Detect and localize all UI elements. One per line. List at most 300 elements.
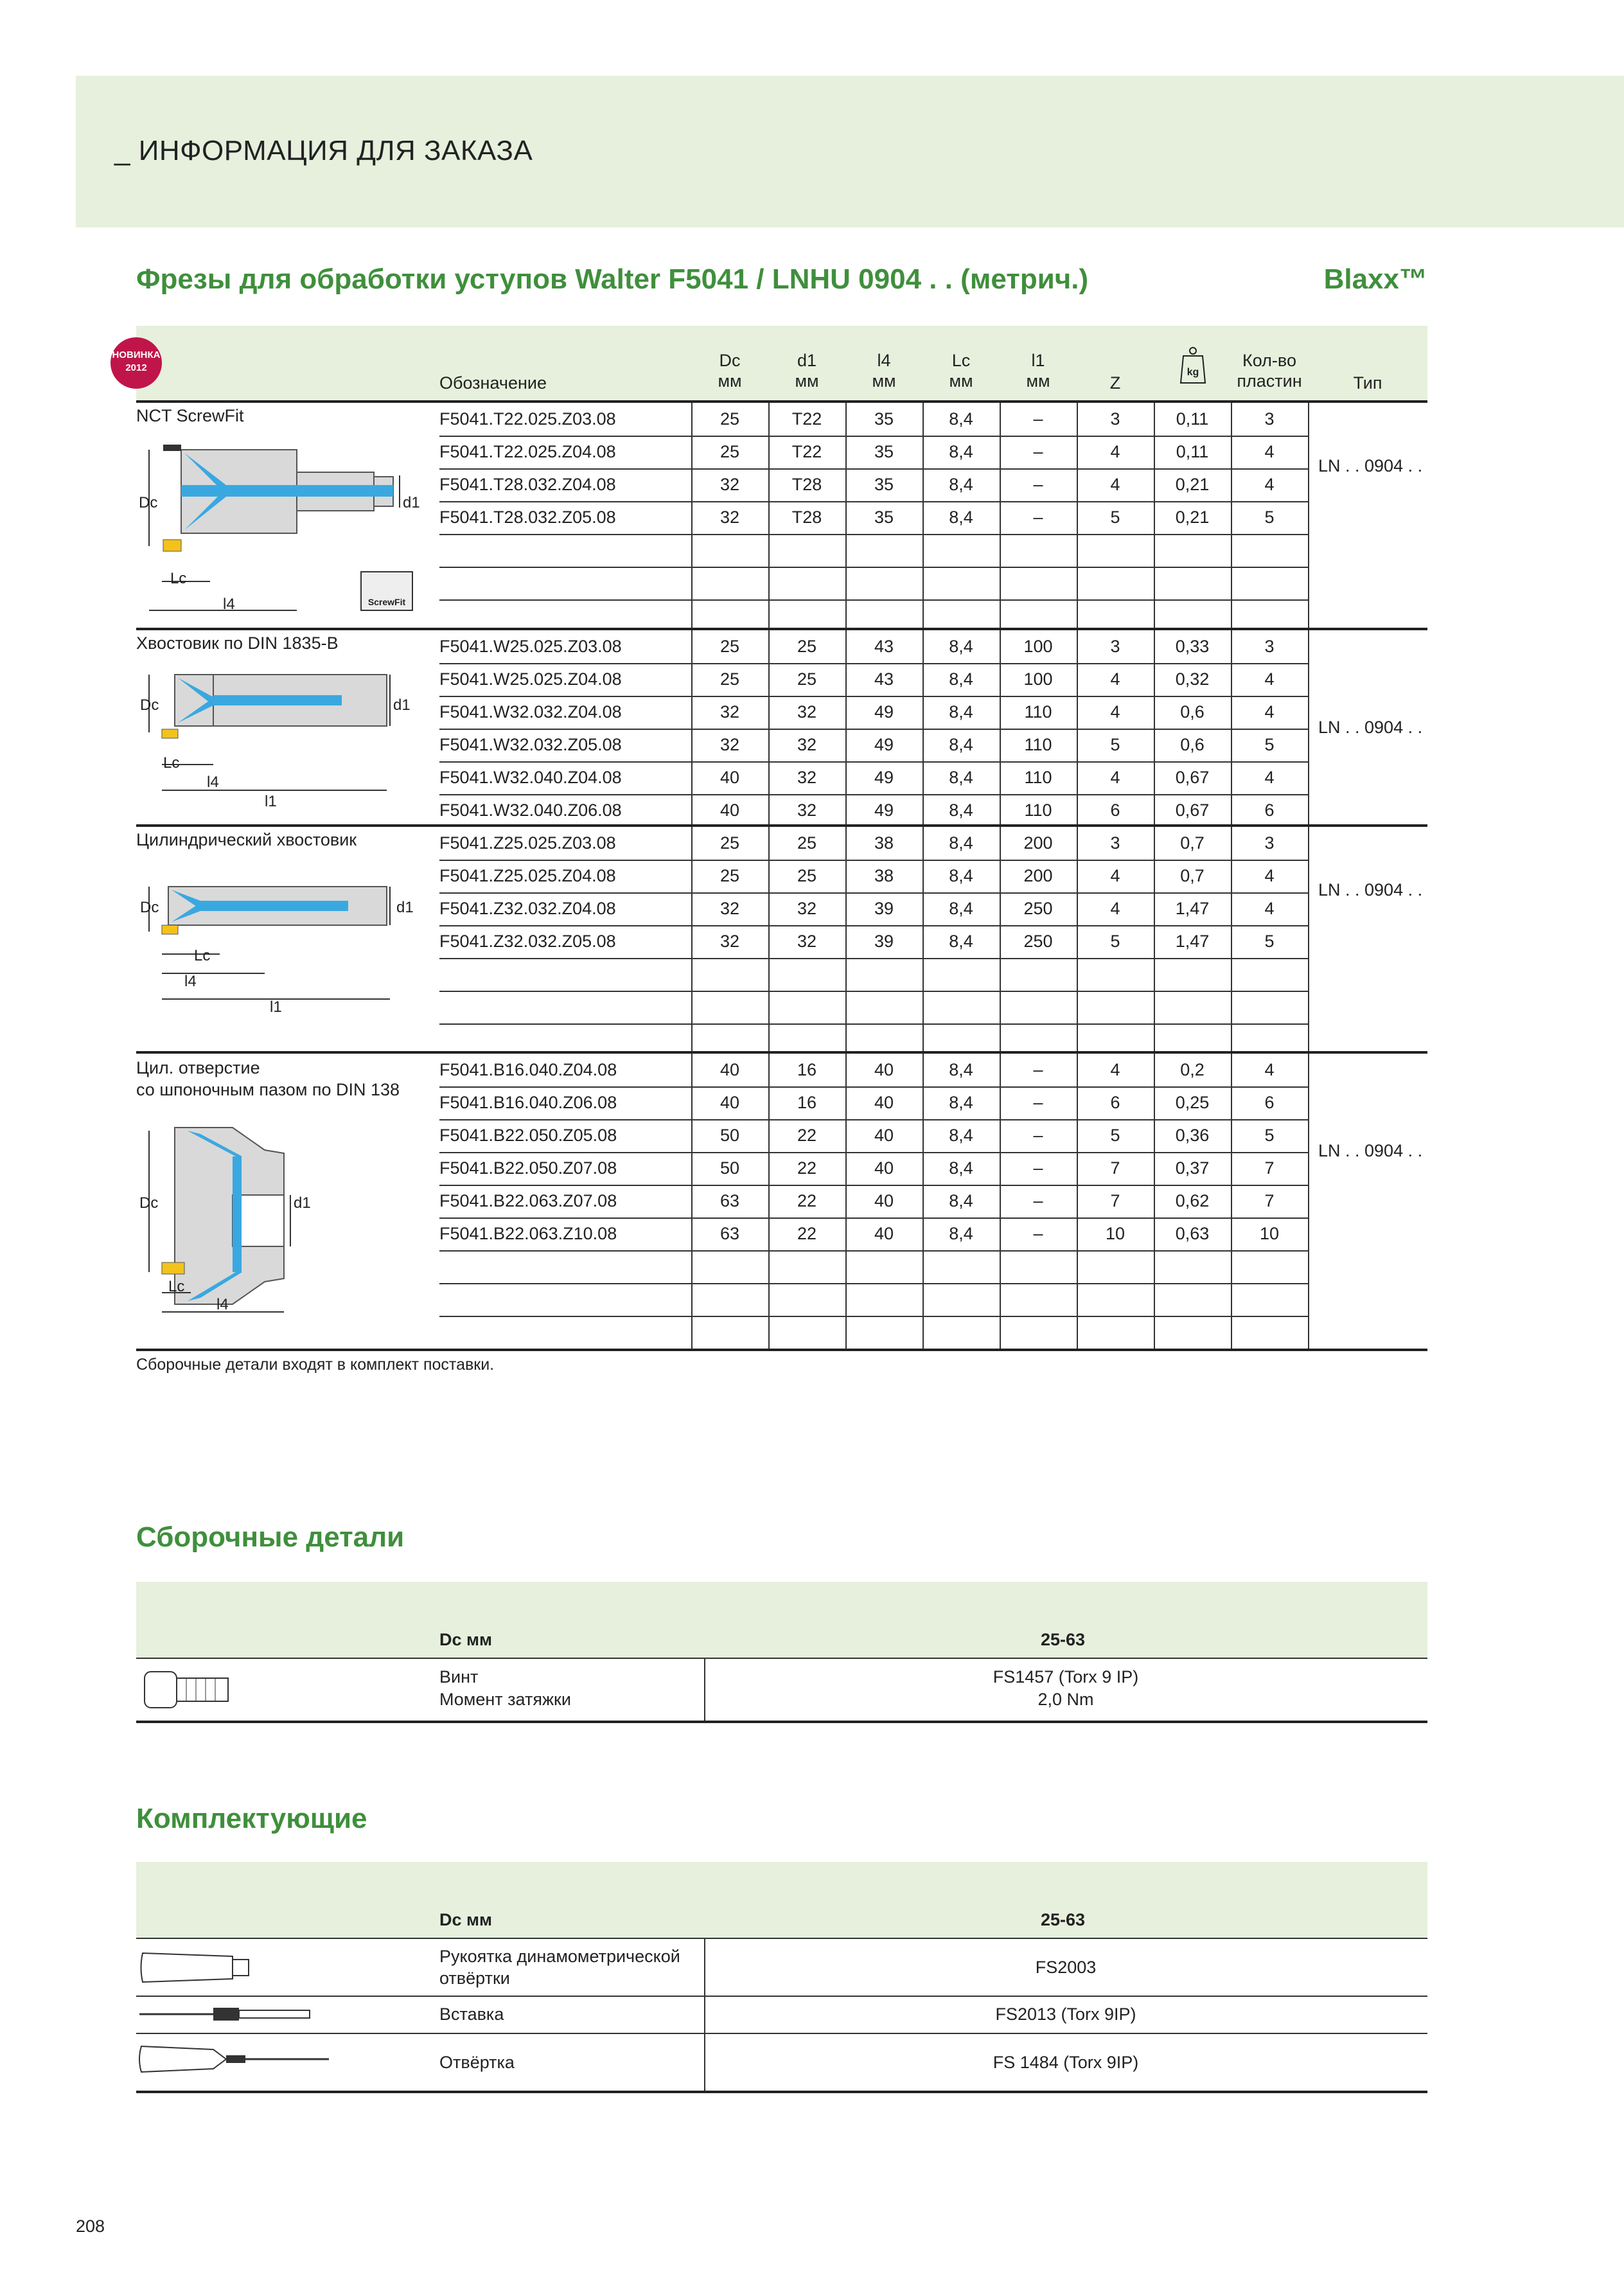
table-cell: 32 [719,932,740,951]
page-header-title: _ ИНФОРМАЦИЯ ДЛЯ ЗАКАЗА [114,135,533,166]
cell-designation: F5041.T22.025.Z04.08 [439,442,616,461]
table-cell: 0,67 [1175,801,1210,820]
table-cell: – [1033,1224,1043,1243]
drawing-cylindrical [136,861,425,1022]
table-cell: 6 [1110,801,1120,820]
svg-text:d1: d1 [294,1194,311,1212]
weight-icon [1179,346,1206,384]
accessory-value-insert: FS2013 (Torx 9IP) [995,2005,1136,2024]
col-type: Тип [1353,373,1382,393]
table-cell: 40 [874,1126,894,1145]
accessories-col-range: 25-63 [1041,1910,1086,1929]
cell-designation: F5041.Z25.025.Z04.08 [439,866,616,885]
table-cell: 0,36 [1175,1126,1210,1145]
table-cell: 4 [1110,1060,1120,1079]
table-cell: 10 [1259,1224,1280,1243]
assembly-row-value2: 2,0 Nm [1037,1690,1094,1709]
table-cell: 0,62 [1175,1191,1210,1210]
table-cell: 5 [1110,508,1120,527]
col-designation: Обозначение [439,373,547,393]
assembly-col-range: 25-63 [1041,1630,1086,1649]
table-cell: 1,47 [1175,899,1210,918]
table-cell: 6 [1264,801,1275,820]
accessories-title: Комплектующие [136,1803,367,1834]
row-divider [439,892,1308,894]
table-bottom-border [136,1349,1427,1351]
cell-designation: F5041.B22.050.Z05.08 [439,1126,617,1145]
table-cell: 40 [874,1191,894,1210]
group-label-bore: Цил. отверстие [136,1058,260,1077]
table-cell: 22 [797,1191,817,1210]
svg-text:Lc: Lc [168,1278,185,1295]
badge-year: 2012 [125,362,147,373]
type-label-screwfit: LN . . 0904 . . [1318,456,1423,475]
row-divider [439,1086,1308,1088]
table-cell: 16 [797,1093,817,1112]
svg-text:Dc: Dc [140,899,159,916]
cell-designation: F5041.T28.032.Z05.08 [439,508,616,527]
table-cell: 3 [1264,833,1275,853]
table-cell: 4 [1264,475,1275,494]
torque-handle-icon [136,1943,265,1992]
table-cell: 0,32 [1175,669,1210,689]
type-label-din1835: LN . . 0904 . . [1318,718,1423,737]
svg-text:d1: d1 [393,696,410,714]
table-cell: 38 [874,833,894,853]
table-cell: 5 [1264,1126,1275,1145]
table-cell: 8,4 [949,1191,973,1210]
table-cell: 4 [1110,866,1120,885]
svg-text:l1: l1 [265,793,277,810]
svg-text:Lc: Lc [170,570,187,587]
column-divider [1308,630,1309,827]
table-cell: 32 [719,508,740,527]
table-cell: 8,4 [949,735,973,754]
table-cell: 0,67 [1175,768,1210,787]
table-cell: 43 [874,669,894,689]
table-cell: 32 [797,899,817,918]
table-cell: 32 [797,735,817,754]
row-divider [439,991,1308,992]
table-cell: 32 [797,932,817,951]
group-label-screwfit: NCT ScrewFit [136,406,244,425]
accessory-value-handle: FS2003 [1035,1958,1097,1977]
table-cell: 40 [874,1224,894,1243]
svg-text:d1: d1 [396,899,414,916]
table-cell: 40 [874,1060,894,1079]
col-l4-label: l4 [877,351,891,370]
table-cell: 5 [1264,735,1275,754]
table-cell: 4 [1110,669,1120,689]
column-divider [1308,827,1309,1056]
table-cell: 25 [719,866,740,885]
accessory-value-screwdriver: FS 1484 (Torx 9IP) [993,2053,1139,2072]
table-cell: 0,21 [1175,508,1210,527]
table-cell: 3 [1110,637,1120,656]
table-cell: 4 [1110,768,1120,787]
table-cell: 0,33 [1175,637,1210,656]
table-cell: 3 [1264,637,1275,656]
table-cell: 8,4 [949,702,973,721]
svg-text:d1: d1 [403,494,420,511]
table-cell: 110 [1024,768,1052,787]
table-cell: 32 [797,801,817,820]
group-divider [136,400,1427,403]
cell-designation: F5041.T22.025.Z03.08 [439,409,616,429]
table-cell: 40 [719,768,740,787]
table-cell: 200 [1023,833,1053,853]
assembly-col-dc: Dc мм [439,1630,492,1649]
table-cell: 7 [1264,1191,1275,1210]
new-badge [110,337,162,389]
table-cell: 8,4 [949,899,973,918]
row-divider [439,958,1308,959]
table-cell: 3 [1264,409,1275,429]
table-cell: 110 [1024,801,1052,820]
table-cell: 63 [719,1191,740,1210]
svg-text:l4: l4 [223,596,235,613]
table-cell: 1,47 [1175,932,1210,951]
table-cell: 8,4 [949,768,973,787]
group-divider [136,824,1427,827]
drawing-screwfit [136,437,425,630]
table-cell: 49 [874,801,894,820]
cell-designation: F5041.Z32.032.Z04.08 [439,899,616,918]
col-l1 [1000,350,1077,391]
table-cell: 0,37 [1175,1158,1210,1178]
row-divider [439,1217,1308,1219]
table-cell: 40 [719,1060,740,1079]
table-cell: 4 [1264,702,1275,721]
table-cell: 25 [719,669,740,689]
col-qty-label2: пластин [1237,371,1302,391]
table-cell: 35 [874,508,894,527]
table-cell: 25 [719,637,740,656]
accessory-label-handle: Рукоятка динамометрической [439,1947,680,1966]
table-cell: 25 [797,866,817,885]
row-divider [439,696,1308,697]
row-divider [439,1283,1308,1284]
svg-text:l1: l1 [270,998,282,1016]
table-cell: 50 [719,1126,740,1145]
cell-designation: F5041.B22.050.Z07.08 [439,1158,617,1178]
row-divider [439,794,1308,795]
col-z: Z [1109,373,1121,393]
table-cell: 32 [719,735,740,754]
table-cell: – [1033,1126,1043,1145]
row-divider [439,567,1308,568]
table-cell: 8,4 [949,1158,973,1178]
table-cell: 8,4 [949,866,973,885]
table-cell: 8,4 [949,508,973,527]
table-cell: 35 [874,409,894,429]
row-divider [439,1152,1308,1153]
table-cell: 49 [874,702,894,721]
cell-designation: F5041.B16.040.Z04.08 [439,1060,617,1079]
col-lc-unit: мм [949,371,973,391]
table-cell: 8,4 [949,833,973,853]
table-cell: – [1033,508,1043,527]
table-cell: 32 [797,702,817,721]
table-cell: – [1033,1093,1043,1112]
table-cell: 39 [874,932,894,951]
table-cell: T28 [791,475,822,494]
col-qty [1231,350,1308,391]
table-cell: 0,63 [1175,1224,1210,1243]
table-cell: 32 [719,475,740,494]
group-label-bore-2: со шпоночным пазом по DIN 138 [136,1080,400,1099]
table-cell: 4 [1110,475,1120,494]
table-cell: 5 [1110,735,1120,754]
col-dc [691,350,768,391]
table-cell: 4 [1264,442,1275,461]
table-cell: 0,25 [1175,1093,1210,1112]
col-d1 [768,350,845,391]
svg-text:ScrewFit: ScrewFit [367,597,406,607]
group-label-cylindrical: Цилиндрический хвостовик [136,830,357,849]
table-cell: 8,4 [949,1224,973,1243]
accessories-col-dc: Dc мм [439,1910,492,1929]
table-cell: 7 [1110,1191,1120,1210]
row-divider [439,1185,1308,1186]
screw-icon [141,1664,238,1715]
table-cell: 40 [719,1093,740,1112]
table-cell: 25 [719,833,740,853]
group-divider [136,1051,1427,1054]
table-cell: 4 [1264,669,1275,689]
column-divider [1308,403,1309,632]
table-cell: 4 [1110,899,1120,918]
table-cell: 100 [1023,669,1053,689]
table-cell: 16 [797,1060,817,1079]
product-title: Фрезы для обработки уступов Walter F5041 / LNHU 0904 . . (метрич.) [136,263,1089,295]
table-cell: – [1033,1158,1043,1178]
table-cell: 8,4 [949,637,973,656]
screwdriver-icon [136,2040,335,2078]
divider [136,2091,1427,2093]
row-divider [439,663,1308,664]
table-cell: – [1033,409,1043,429]
table-cell: 25 [797,669,817,689]
cell-designation: F5041.Z32.032.Z05.08 [439,932,616,951]
accessory-label-screwdriver: Отвёртка [439,2053,515,2072]
table-cell: 8,4 [949,1060,973,1079]
brand-label: Blaxx™ [1323,263,1427,295]
table-cell: 43 [874,637,894,656]
table-cell: 4 [1264,866,1275,885]
table-cell: 5 [1264,508,1275,527]
table-cell: 8,4 [949,442,973,461]
table-cell: 8,4 [949,409,973,429]
table-cell: 5 [1110,932,1120,951]
table-cell: 22 [797,1126,817,1145]
table-cell: 8,4 [949,1093,973,1112]
cell-designation: F5041.B22.063.Z07.08 [439,1191,617,1210]
table-cell: 0,6 [1180,702,1205,721]
table-cell: – [1033,1060,1043,1079]
table-cell: 22 [797,1224,817,1243]
accessory-label-handle-2: отвёртки [439,1969,510,1988]
table-cell: 110 [1024,735,1052,754]
svg-text:Lc: Lc [163,754,180,772]
group-label-din1835: Хвостовик по DIN 1835-B [136,633,339,653]
row-divider [439,436,1308,437]
table-cell: 0,21 [1175,475,1210,494]
table-cell: 49 [874,768,894,787]
table-cell: 6 [1264,1093,1275,1112]
table-cell: – [1033,475,1043,494]
assembly-row-label1: Винт [439,1667,479,1686]
table-cell: 4 [1110,442,1120,461]
col-d1-label: d1 [797,351,817,370]
drawing-din1835 [136,662,425,822]
page-number: 208 [76,2217,105,2236]
table-cell: 7 [1110,1158,1120,1178]
divider [136,2033,1427,2034]
table-cell: 8,4 [949,932,973,951]
col-l1-unit: мм [1026,371,1050,391]
divider [136,1658,1427,1659]
row-divider [439,1250,1308,1252]
divider [136,1996,1427,1997]
svg-text:kg: kg [1187,367,1199,378]
type-label-cylindrical: LN . . 0904 . . [1318,880,1423,899]
divider [136,1938,1427,1939]
table-cell: 39 [874,899,894,918]
col-qty-label: Кол-во [1242,351,1296,370]
table-cell: 100 [1023,637,1053,656]
table-cell: 250 [1023,899,1053,918]
table-cell: 22 [797,1158,817,1178]
insert-bit-icon [136,2001,316,2027]
col-lc [922,350,1000,391]
table-cell: 0,7 [1180,833,1205,853]
badge-text: НОВИНКА [112,350,161,360]
table-cell: 8,4 [949,801,973,820]
cell-designation: F5041.W25.025.Z04.08 [439,669,622,689]
col-dc-label: Dc [719,351,741,370]
table-cell: T28 [791,508,822,527]
col-l1-label: l1 [1031,351,1045,370]
table-cell: 5 [1264,932,1275,951]
cell-designation: F5041.W32.040.Z06.08 [439,801,622,820]
table-cell: 7 [1264,1158,1275,1178]
svg-text:l4: l4 [184,973,197,990]
table-cell: 250 [1023,932,1053,951]
cell-designation: F5041.W25.025.Z03.08 [439,637,622,656]
row-divider [439,729,1308,730]
svg-text:Lc: Lc [194,947,211,964]
table-cell: 25 [797,833,817,853]
assembly-row-value1: FS1457 (Torx 9 IP) [993,1667,1139,1686]
table-cell: 25 [719,442,740,461]
svg-text:Dc: Dc [139,494,158,511]
table-cell: 32 [719,899,740,918]
cell-designation: F5041.W32.032.Z05.08 [439,735,622,754]
accessories-header-band [136,1862,1427,1938]
table-cell: 4 [1264,768,1275,787]
row-divider [439,1023,1308,1025]
row-divider [439,761,1308,763]
svg-text:l4: l4 [216,1296,229,1313]
cell-designation: F5041.B16.040.Z06.08 [439,1093,617,1112]
table-cell: 0,11 [1176,442,1209,461]
cell-designation: F5041.W32.040.Z04.08 [439,768,622,787]
table-cell: 40 [719,801,740,820]
table-cell: 35 [874,475,894,494]
table-cell: 32 [719,702,740,721]
table-cell: 0,2 [1180,1060,1205,1079]
table-cell: – [1033,1191,1043,1210]
table-cell: T22 [791,442,822,461]
table-cell: T22 [791,409,822,429]
table-cell: 40 [874,1158,894,1178]
table-cell: 63 [719,1224,740,1243]
table-cell: 4 [1264,899,1275,918]
cell-designation: F5041.Z25.025.Z03.08 [439,833,616,853]
col-l4 [845,350,922,391]
divider [136,1721,1427,1723]
table-cell: 38 [874,866,894,885]
row-divider [439,501,1308,502]
assembly-title: Сборочные детали [136,1521,405,1553]
table-cell: 25 [719,409,740,429]
row-divider [439,925,1308,926]
cell-designation: F5041.T28.032.Z04.08 [439,475,616,494]
table-cell: 8,4 [949,1126,973,1145]
col-lc-label: Lc [951,351,971,370]
table-cell: 8,4 [949,475,973,494]
drawing-bore [136,1118,425,1317]
table-cell: 10 [1105,1224,1125,1243]
table-cell: 0,6 [1180,735,1205,754]
delivery-note: Сборочные детали входят в комплект поставки. [136,1356,495,1374]
svg-text:Dc: Dc [139,1194,159,1212]
cell-designation: F5041.B22.063.Z10.08 [439,1224,617,1243]
table-cell: 6 [1110,1093,1120,1112]
col-dc-unit: мм [718,371,742,391]
table-cell: 3 [1110,409,1120,429]
table-cell: 4 [1264,1060,1275,1079]
row-divider [439,1119,1308,1120]
assembly-row-label2: Момент затяжки [439,1690,571,1709]
assembly-header-band [136,1582,1427,1658]
row-divider [439,860,1308,861]
svg-text:Dc: Dc [140,696,159,714]
row-divider [439,1316,1308,1317]
svg-text:l4: l4 [207,774,219,791]
table-cell: 0,7 [1180,866,1205,885]
table-cell: 200 [1023,866,1053,885]
column-divider [1308,1054,1309,1349]
table-cell: – [1033,442,1043,461]
table-cell: 4 [1110,702,1120,721]
table-cell: 40 [874,1093,894,1112]
row-divider [439,468,1308,470]
col-l4-unit: мм [872,371,896,391]
table-cell: 3 [1110,833,1120,853]
table-cell: 35 [874,442,894,461]
table-cell: 8,4 [949,669,973,689]
row-divider [439,599,1308,601]
table-cell: 49 [874,735,894,754]
col-d1-unit: мм [795,371,819,391]
table-cell: 5 [1110,1126,1120,1145]
type-label-bore: LN . . 0904 . . [1318,1141,1423,1160]
table-cell: 50 [719,1158,740,1178]
accessory-label-insert: Вставка [439,2005,504,2024]
table-cell: 0,11 [1176,409,1209,429]
